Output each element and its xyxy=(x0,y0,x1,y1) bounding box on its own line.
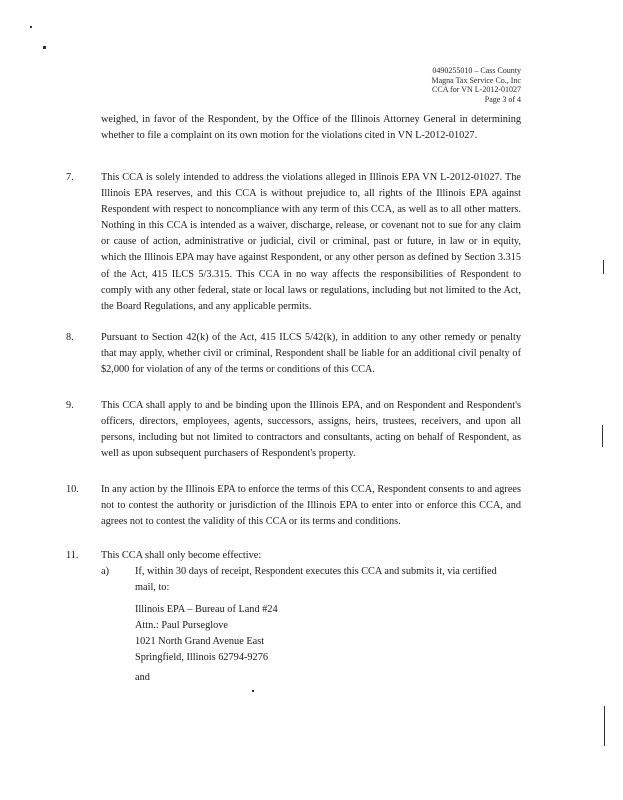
address-line-city: Springfield, Illinois 62794-9276 xyxy=(135,652,268,663)
subitem-label: a) xyxy=(101,566,109,577)
continuation-text: weighed, in favor of the Respondent, by the Office of the Illinois Attorney General in determining whether to file a complaint on its own motion for the violations cited in VN L-2012-01027. xyxy=(101,114,521,142)
paragraph-number-7: 7. xyxy=(66,172,74,183)
scan-speck xyxy=(604,706,605,746)
scan-speck xyxy=(602,425,603,447)
paragraph-9-text: This CCA shall apply to and be binding upon the Illinois EPA, and on Respondent and Respondent's officers, directors, employees, agents, successors, assigns, heirs, trustees, receivers, and upon all persons, including but not limited to contractors and consultants, acting on behalf of Respondent, as well as upon subsequent purchasers of Respondent's property. xyxy=(101,400,521,460)
paragraph-number-10: 10. xyxy=(66,484,79,495)
paragraph-11-text: This CCA shall only become effective: xyxy=(101,550,262,561)
paragraph-number-9: 9. xyxy=(66,400,74,411)
paragraph-7-text: This CCA is solely intended to address the violations alleged in Illinois EPA VN L-2012-01027. The Illinois EPA reserves, and this CCA is without prejudice to, all rights of the Illinois EPA against Respondent with respect to noncompliance with any term of this CCA, as well as to all other matters. Nothing in this CCA is intended as a waiver, discharge, release, or covenant not to sue for any claim or cause of action, administrative or judicial, civil or criminal, past or future, in law or in equity, which the Illinois EPA may have against Respondent, or any other person as defined by Section 3.315 of the Act, 415 ILCS 5/3.315. This CCA in no way affects the responsibilities of Respondent to comply with any other federal, state or local laws or regulations, including but not limited to the Act, the Board Regulations, and any applicable permits. xyxy=(101,172,521,312)
address-line-street: 1021 North Grand Avenue East xyxy=(135,636,265,647)
scan-speck xyxy=(603,260,604,274)
header-line-case: 0490255010 – Cass County xyxy=(432,66,521,75)
paragraph-8-text: Pursuant to Section 42(k) of the Act, 415 ILCS 5/42(k), in addition to any other remedy or penalty that may apply, whether civil or criminal, Respondent shall be liable for an additional civil penalty of $2,000 for violation of any of the terms or conditions of this CCA. xyxy=(101,332,521,376)
paragraph-10-text: In any action by the Illinois EPA to enforce the terms of this CCA, Respondent consents to and agrees not to contest the authority or jurisdiction of the Illinois EPA to enter into or enforce this CCA, and agrees not to contest the validity of this CCA or its terms and conditions. xyxy=(101,484,521,528)
subitem-text: If, within 30 days of receipt, Respondent executes this CCA and submits it, via certified mail, to: xyxy=(135,566,497,593)
scan-speck xyxy=(252,690,254,692)
address-line-bureau: Illinois EPA – Bureau of Land #24 xyxy=(135,604,278,615)
header-line-cca: CCA for VN L-2012-01027 xyxy=(432,85,521,94)
address-line-attn: Attn.: Paul Purseglove xyxy=(135,620,228,631)
paragraph-number-8: 8. xyxy=(66,332,74,343)
paragraph-number-11: 11. xyxy=(66,550,79,561)
header-line-page: Page 3 of 4 xyxy=(484,94,521,104)
scan-speck xyxy=(43,46,46,49)
header-line-company: Magna Tax Service Co., Inc xyxy=(431,75,521,85)
scan-speck xyxy=(30,26,32,28)
mailing-address xyxy=(135,602,278,666)
closing-and: and xyxy=(135,672,150,683)
page-header xyxy=(432,66,522,104)
